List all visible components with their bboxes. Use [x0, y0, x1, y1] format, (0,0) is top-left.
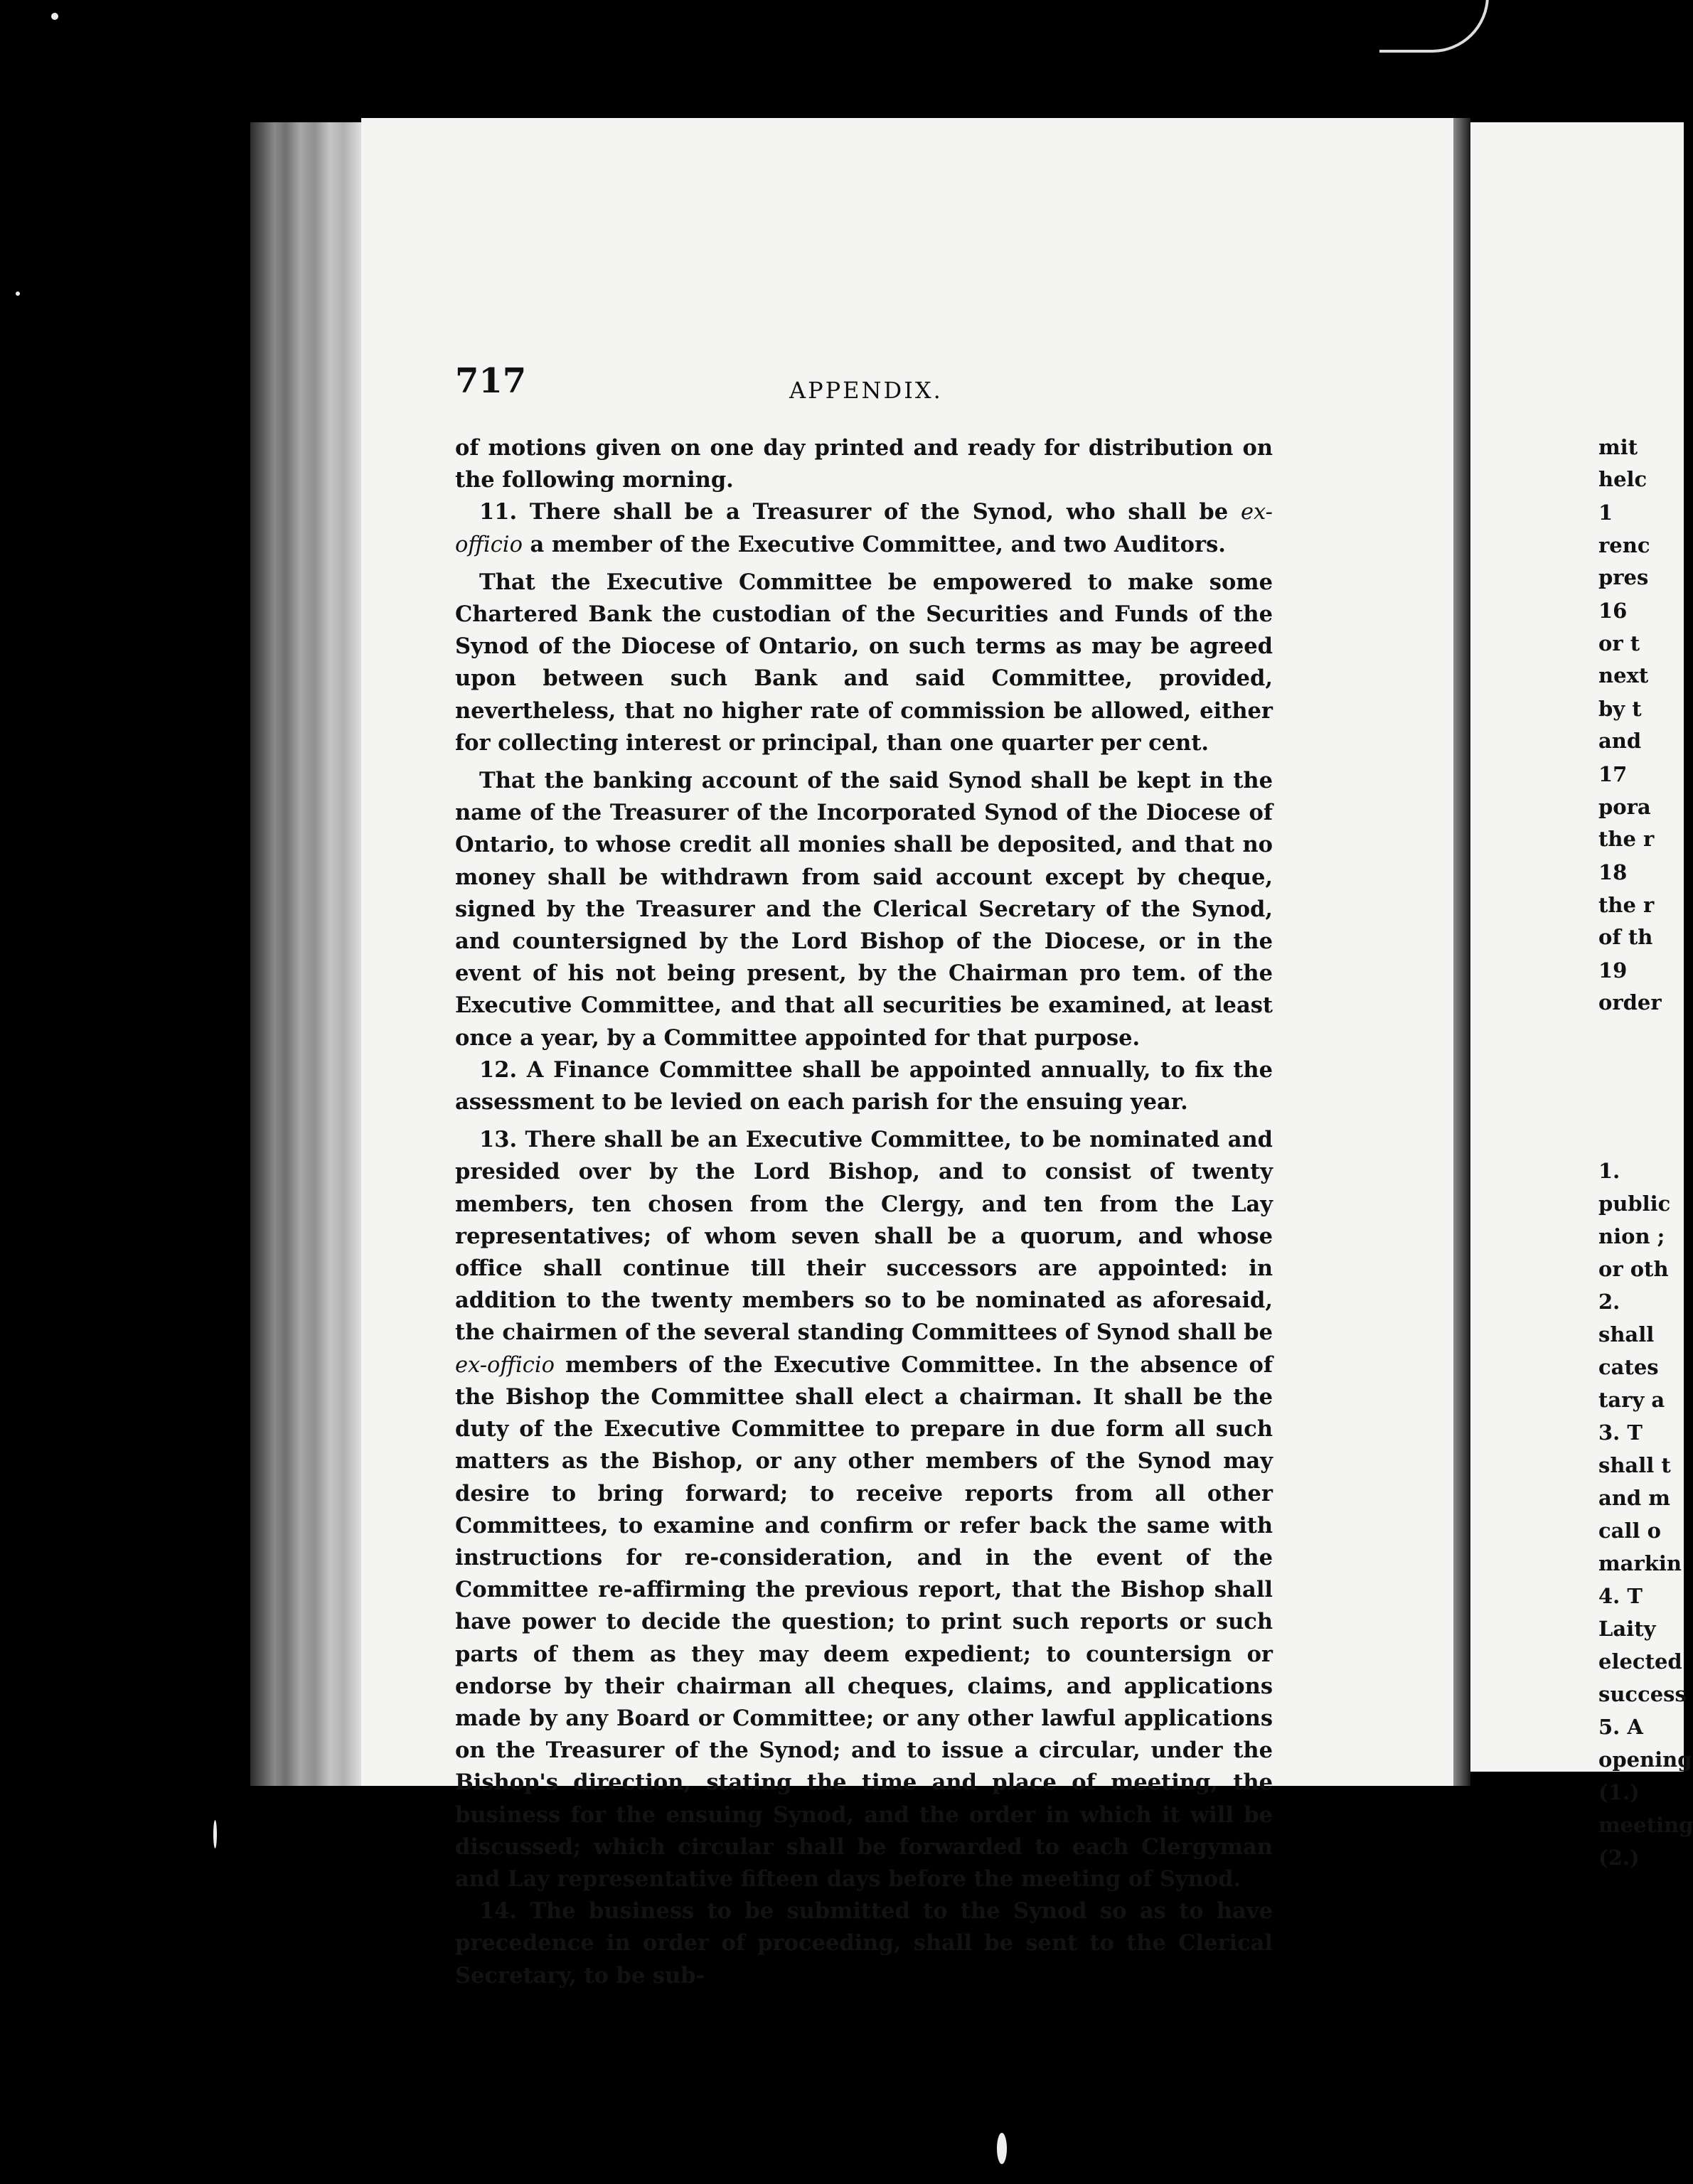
- right-page-fragment: helc: [1598, 467, 1647, 491]
- right-page-fragment: opening: [1598, 1747, 1692, 1772]
- scan-speck: [16, 291, 20, 296]
- right-page-fragment: or t: [1598, 631, 1640, 655]
- right-page-fragment: 17: [1598, 762, 1628, 786]
- right-page-fragment: and m: [1598, 1486, 1670, 1510]
- right-page-fragment: pora: [1598, 795, 1651, 819]
- page-header: [455, 361, 1273, 411]
- paragraph-item-13: 13. There shall be an Executive Committee, to be nominated and presided over by the Lord Bishop, and to consist of twenty members, ten chosen from the Clergy, and ten from the Lay representatives; of whom seven shall be a quorum, and whose office shall continue till their successors are appointed: in addition to the twenty members so to be nominated as aforesaid, the chairmen of the several standing Committees of Synod shall be ex-officio members of the Executive Committee. In the absence of the Bishop the Committee shall elect a chairman. It shall be the duty of the Executive Committee to prepare in due form all such matters as the Bishop, or any other members of the Synod may desire to bring forward; to receive reports from all other Committees, to examine and confirm or refer back the same with instructions for re-consideration, and in the event of the Committee re-affirming the previous report, that the Bishop shall have power to decide the question; to print such reports or such parts of them as they may deem expedient; to countersign or endorse by their chairman all cheques, claims, and applications made by any Board or Committee; or any other lawful applications on the Treasurer of the Synod; and to issue a circular, under the Bishop's direction, stating the time and place of meeting, the business for the ensuing Synod, and the order in which it will be discussed; which circular shall be forwarded to each Clergyman and Lay representative fifteen days before the meeting of Synod.: [455, 1127, 1273, 1892]
- right-page-fragment: 1.: [1598, 1159, 1620, 1183]
- right-page-fragment: nion ;: [1598, 1224, 1665, 1248]
- right-page-fragment: markin: [1598, 1551, 1682, 1575]
- page-edge-stack: [250, 122, 361, 1786]
- right-page-fragment: 18: [1598, 860, 1628, 884]
- right-page-fragment: shall: [1598, 1322, 1655, 1347]
- right-page-fragment: the r: [1598, 893, 1655, 917]
- paragraph-item-14: 14. The business to be submitted to the Synod so as to have precedence in order of proceeding, shall be sent to the Clerical Secretary, to be sub-: [455, 1898, 1273, 1988]
- right-page-fragment: 3. T: [1598, 1420, 1643, 1445]
- scan-speck: [213, 1820, 217, 1848]
- scan-speck: [51, 13, 58, 20]
- right-page-fragment: 16: [1598, 599, 1628, 623]
- right-page-fragment: tary a: [1598, 1388, 1665, 1412]
- right-page-fragment: public: [1598, 1192, 1671, 1216]
- page-number: 717: [455, 361, 527, 401]
- right-page-fragment: the r: [1598, 827, 1655, 851]
- right-page-fragment: 19: [1598, 958, 1628, 983]
- right-page-fragment: renc: [1598, 533, 1650, 557]
- right-page-fragment: of th: [1598, 925, 1653, 949]
- right-page-fragment: success: [1598, 1682, 1687, 1706]
- body-text: [455, 432, 1273, 1992]
- book-gutter: [1453, 118, 1470, 1786]
- right-page-fragment: order: [1598, 990, 1662, 1015]
- right-page-fragment: shall t: [1598, 1453, 1671, 1477]
- paragraph: of motions given on one day printed and ready for distribution on the following morning.: [455, 435, 1273, 493]
- right-page-fragment: next: [1598, 663, 1649, 687]
- right-page-fragment: meeting: [1598, 1813, 1693, 1837]
- paragraph: That the banking account of the said Synod shall be kept in the name of the Treasurer of the Incorporated Synod of the Diocese of Ontario, to whose credit all monies shall be deposited, and that no money shall be withdrawn from said account except by cheque, signed by the Treasurer and the Clerical Secretary of the Synod, and countersigned by the Lord Bishop of the Diocese, or in the event of his not being present, by the Chairman pro tem. of the Executive Committee, and that all securities be examined, at least once a year, by a Committee appointed for that purpose.: [455, 768, 1273, 1051]
- paragraph-item-11: 11. There shall be a Treasurer of the Synod, who shall be ex-officio a member of the Executive Committee, and two Auditors.: [455, 499, 1273, 557]
- right-page-fragment: elected: [1598, 1649, 1682, 1674]
- right-page-fragment: 2.: [1598, 1290, 1620, 1314]
- right-page-fragment: call o: [1598, 1519, 1661, 1543]
- scan-speck: [997, 2133, 1007, 2164]
- paragraph: That the Executive Committee be empowered to make some Chartered Bank the custodian of the Securities and Funds of the Synod of the Diocese of Ontario, on such terms as may be agreed upon between such Bank and said Committee, provided, nevertheless, that no higher rate of commission be allowed, either for collecting interest or principal, than one quarter per cent.: [455, 569, 1273, 756]
- right-page-fragment: 1: [1598, 500, 1613, 525]
- right-page-fragment: by t: [1598, 697, 1642, 721]
- right-page-fragment: cates: [1598, 1355, 1659, 1379]
- running-head: APPENDIX.: [789, 377, 943, 404]
- right-page-fragment: Laity: [1598, 1617, 1656, 1641]
- right-page-fragment: and: [1598, 729, 1642, 753]
- right-page-fragment: pres: [1598, 565, 1649, 589]
- scan-artifact-arc: [1379, 0, 1489, 53]
- right-page-fragment: 4. T: [1598, 1584, 1643, 1608]
- right-page-fragment: or oth: [1598, 1257, 1669, 1281]
- right-page-fragment: 5. A: [1598, 1715, 1643, 1739]
- right-page-fragment: (1.): [1598, 1780, 1640, 1804]
- right-page-fragment: mit: [1598, 435, 1638, 459]
- paragraph-item-12: 12. A Finance Committee shall be appointed annually, to fix the assessment to be levied on each parish for the ensuing year.: [455, 1056, 1273, 1115]
- right-page-fragment: (2.): [1598, 1846, 1640, 1870]
